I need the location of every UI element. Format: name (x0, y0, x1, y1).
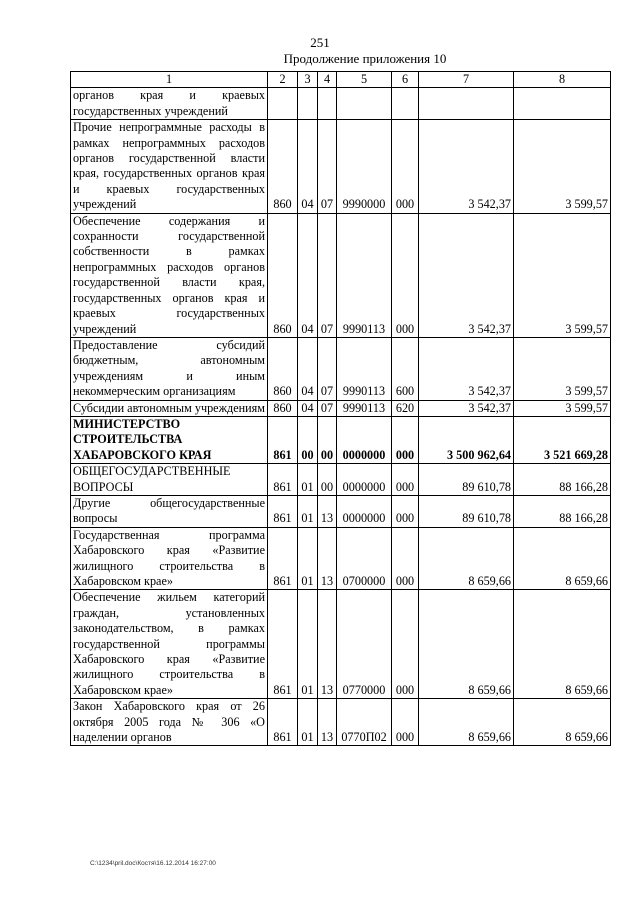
row-chapter: 861 (268, 495, 298, 527)
row-name: Государственная программа Хабаровского края «Развитие жилищного строительства в Хабаровском крае» (71, 527, 268, 590)
row-sum-2015: 3 542,37 (419, 120, 514, 213)
table-row (71, 120, 611, 213)
row-section: 01 (298, 699, 318, 746)
row-chapter: 861 (268, 699, 298, 746)
row-sum-2016: 3 599,57 (514, 337, 611, 400)
header-row (71, 72, 611, 88)
row-target-article: 0700000 (337, 527, 392, 590)
row-expense-type: 000 (392, 213, 419, 337)
row-target-article: 9990113 (337, 400, 392, 416)
table-body (71, 88, 611, 746)
row-subsection: 13 (318, 590, 337, 699)
row-sum-2016: 8 659,66 (514, 699, 611, 746)
header-col-7: 7 (419, 72, 514, 88)
row-name: МИНИСТЕРСТВО СТРОИТЕЛЬСТВА ХАБАРОВСКОГО КРАЯ (71, 416, 268, 463)
table-row (71, 590, 611, 699)
row-name: Предоставление субсидий бюджетным, автономным учреждениям и иным некоммерческим организациям (71, 337, 268, 400)
row-section: 01 (298, 590, 318, 699)
row-sum-2016: 3 599,57 (514, 213, 611, 337)
row-expense-type: 000 (392, 590, 419, 699)
row-sum-2015: 3 542,37 (419, 400, 514, 416)
header-col-6: 6 (392, 72, 419, 88)
row-sum-2016 (514, 88, 611, 120)
table-row (71, 213, 611, 337)
row-target-article: 0000000 (337, 416, 392, 463)
row-section: 04 (298, 400, 318, 416)
header-col-5: 5 (337, 72, 392, 88)
row-chapter: 861 (268, 527, 298, 590)
row-name: Обеспечение жильем категорий граждан, установленных законодательством, в рамках государственной программы Хабаровского края «Развитие жилищного строительства в Хабаровском крае» (71, 590, 268, 699)
row-target-article (337, 88, 392, 120)
row-expense-type: 000 (392, 495, 419, 527)
header-col-3: 3 (298, 72, 318, 88)
row-name: Субсидии автономным учреждениям (71, 400, 268, 416)
row-sum-2016: 8 659,66 (514, 590, 611, 699)
row-chapter: 861 (268, 464, 298, 496)
row-expense-type: 000 (392, 699, 419, 746)
row-target-article: 0770П02 (337, 699, 392, 746)
row-name: органов края и краевых государственных учреждений (71, 88, 268, 120)
row-sum-2015: 89 610,78 (419, 495, 514, 527)
table-row (71, 88, 611, 120)
row-subsection: 00 (318, 416, 337, 463)
row-expense-type: 620 (392, 400, 419, 416)
table-row (71, 527, 611, 590)
row-section: 04 (298, 120, 318, 213)
row-chapter: 860 (268, 400, 298, 416)
row-subsection: 07 (318, 120, 337, 213)
row-subsection: 13 (318, 495, 337, 527)
row-sum-2016: 3 599,57 (514, 120, 611, 213)
row-name: Обеспечение содержания и сохранности государственной собственности в рамках непрограммных расходов органов государственной власти края, государственных органов края и краевых государственных учреждений (71, 213, 268, 337)
row-subsection: 07 (318, 213, 337, 337)
row-subsection: 07 (318, 337, 337, 400)
row-target-article: 9990113 (337, 337, 392, 400)
row-expense-type: 000 (392, 416, 419, 463)
row-target-article: 0000000 (337, 495, 392, 527)
row-sum-2015: 8 659,66 (419, 527, 514, 590)
row-name: Другие общегосударственные вопросы (71, 495, 268, 527)
row-expense-type: 600 (392, 337, 419, 400)
row-name: Закон Хабаровского края от 26 октября 2005 года № 306 «О наделении органов (71, 699, 268, 746)
row-sum-2016: 88 166,28 (514, 464, 611, 496)
row-sum-2015: 3 542,37 (419, 213, 514, 337)
row-sum-2016: 3 599,57 (514, 400, 611, 416)
row-sum-2016: 3 521 669,28 (514, 416, 611, 463)
row-subsection (318, 88, 337, 120)
row-target-article: 0770000 (337, 590, 392, 699)
row-section: 04 (298, 213, 318, 337)
row-name: Прочие непрограммные расходы в рамках непрограммных расходов органов государственной власти края, государственных органов края и краевых государственных учреждений (71, 120, 268, 213)
row-chapter: 861 (268, 416, 298, 463)
table-row (71, 337, 611, 400)
header-col-1: 1 (71, 72, 268, 88)
page-number: 251 (310, 35, 330, 50)
budget-table (70, 71, 611, 746)
row-expense-type: 000 (392, 464, 419, 496)
table-row (71, 699, 611, 746)
row-subsection: 13 (318, 527, 337, 590)
row-target-article: 0000000 (337, 464, 392, 496)
row-sum-2015: 8 659,66 (419, 699, 514, 746)
row-sum-2015 (419, 88, 514, 120)
row-expense-type (392, 88, 419, 120)
row-section: 00 (298, 416, 318, 463)
appendix-subtitle: Продолжение приложения 10 (283, 51, 447, 66)
row-chapter (268, 88, 298, 120)
row-expense-type: 000 (392, 527, 419, 590)
row-sum-2015: 89 610,78 (419, 464, 514, 496)
row-sum-2015: 3 500 962,64 (419, 416, 514, 463)
row-subsection: 00 (318, 464, 337, 496)
row-chapter: 860 (268, 120, 298, 213)
table-row (71, 416, 611, 463)
row-name: ОБЩЕГОСУДАРСТВЕННЫЕ ВОПРОСЫ (71, 464, 268, 496)
row-chapter: 860 (268, 337, 298, 400)
table-row (71, 464, 611, 496)
row-subsection: 07 (318, 400, 337, 416)
row-sum-2015: 3 542,37 (419, 337, 514, 400)
row-section: 01 (298, 464, 318, 496)
row-subsection: 13 (318, 699, 337, 746)
row-sum-2016: 8 659,66 (514, 527, 611, 590)
row-chapter: 860 (268, 213, 298, 337)
row-target-article: 9990000 (337, 120, 392, 213)
row-section: 04 (298, 337, 318, 400)
header-col-4: 4 (318, 72, 337, 88)
row-section: 01 (298, 527, 318, 590)
table-row (71, 400, 611, 416)
row-section (298, 88, 318, 120)
row-target-article: 9990113 (337, 213, 392, 337)
row-sum-2015: 8 659,66 (419, 590, 514, 699)
file-path-footer: C:\1234\pril.doc\Костя\16.12.2014 16:27:00 (90, 860, 216, 867)
header-col-8: 8 (514, 72, 611, 88)
row-chapter: 861 (268, 590, 298, 699)
header-col-2: 2 (268, 72, 298, 88)
row-section: 01 (298, 495, 318, 527)
table-row (71, 495, 611, 527)
row-expense-type: 000 (392, 120, 419, 213)
row-sum-2016: 88 166,28 (514, 495, 611, 527)
